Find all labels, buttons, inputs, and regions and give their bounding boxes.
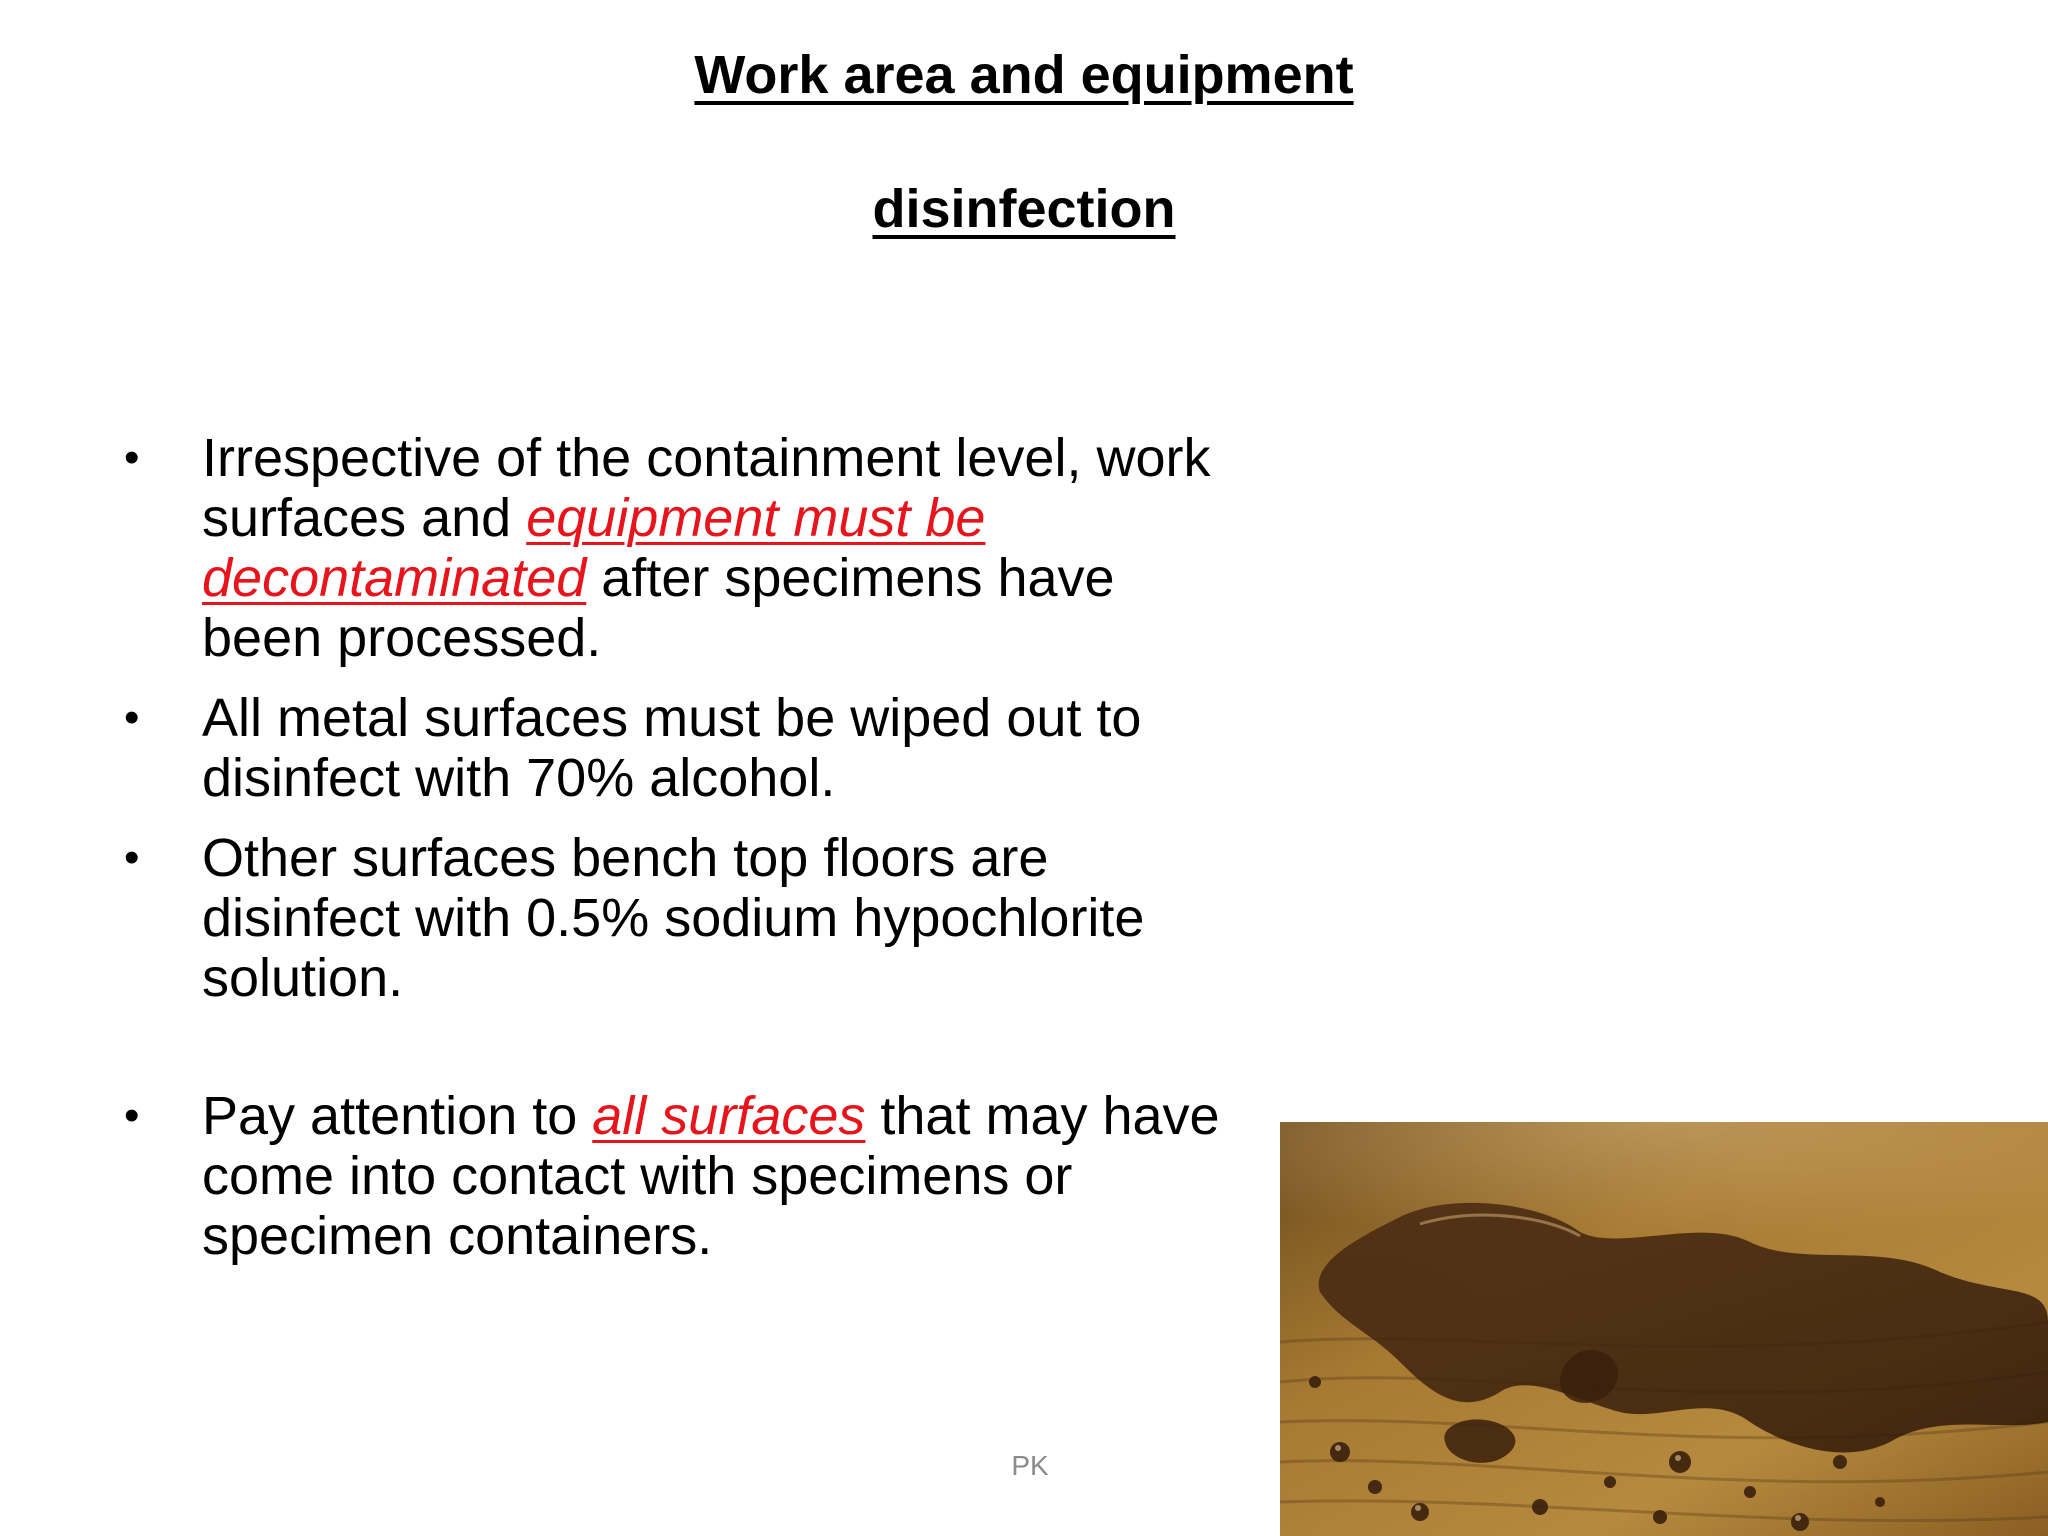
bullet-item-2 [118,688,1238,808]
slide-title-line-2: disinfection [872,179,1176,239]
liquid-spill-photo [1280,1122,2048,1536]
bullet-item-1 [118,428,1238,668]
slide-footer: PK [1011,1450,1049,1481]
bullet-3-text: Other surfaces bench top floors are disinfect with 0.5% sodium hypochlorite solution. [202,828,1145,1008]
bullet-item-4 [118,1086,1238,1266]
bullet-1-text-start: Irrespective of the containment level, work surfaces and [202,428,1211,548]
bullet-item-3 [118,828,1238,1008]
bullet-icon: • [124,833,140,882]
bullet-4-text-end: that may have come into contact with specimens or specimen containers. [202,1086,1220,1266]
bullet-2-text: All metal surfaces must be wiped out to disinfect with 70% alcohol. [202,688,1142,808]
bullet-icon: • [124,433,140,482]
bullet-4-text-start: Pay attention to [202,1086,593,1146]
bullet-1-text-end: after specimens have been processed. [202,548,1115,668]
bullet-icon: • [124,693,140,742]
bullet-icon: • [124,1091,140,1140]
slide-title-line-1: Work area and equipment [694,45,1354,105]
bullet-list [118,428,1238,1286]
bullet-1-emphasis: equipment must be decontaminated [202,488,986,608]
liquid-spill-image [1280,1122,2048,1536]
bullet-4-emphasis: all surfaces [592,1086,866,1146]
